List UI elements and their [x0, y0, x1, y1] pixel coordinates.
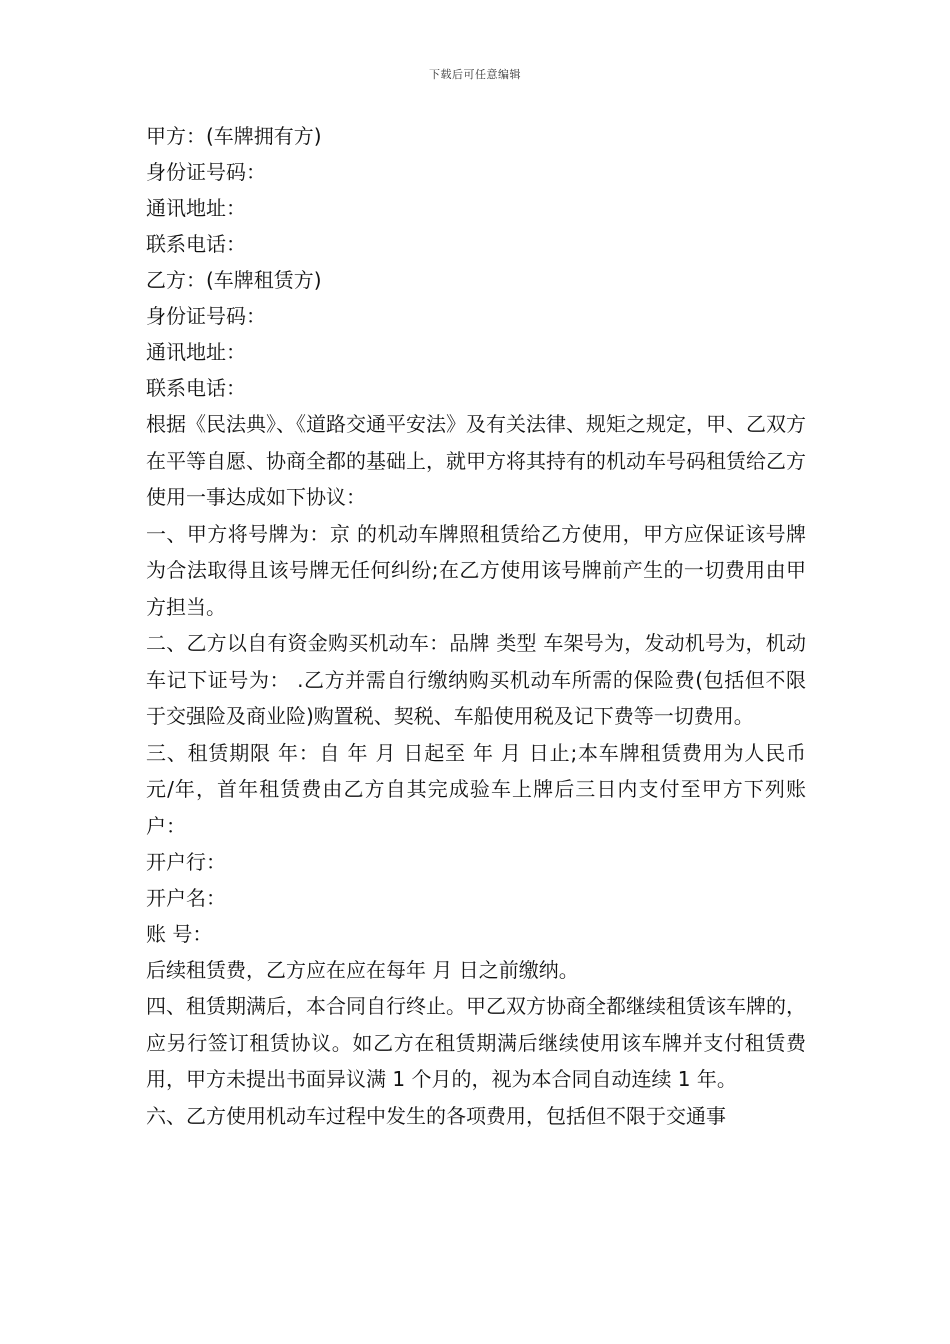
- page-header-note: 下载后可任意编辑: [429, 68, 521, 81]
- account-number: 账 号：: [146, 922, 213, 946]
- party-a-phone: 联系电话：: [146, 232, 246, 256]
- party-a-title: 甲方：(车牌拥有方): [146, 124, 322, 148]
- clause-1-paragraph: 一、甲方将号牌为：京 的机动车牌照租赁给乙方使用，甲方应保证该号牌为合法取得且该号牌无任何纠纷;在乙方使用该号牌前产生的一切费用由甲方担当。: [146, 521, 806, 619]
- party-b-title: 乙方：(车牌租赁方): [146, 268, 322, 292]
- clause-6-paragraph: 六、乙方使用机动车过程中发生的各项费用，包括但不限于交通事: [146, 1103, 726, 1128]
- party-b-address: 通讯地址：: [146, 340, 246, 364]
- contract-body: [146, 118, 806, 1134]
- renewal-fee-line: 后续租赁费，乙方应在应在每年 月 日之前缴纳。: [146, 958, 579, 982]
- party-b-id-number: 身份证号码：: [146, 304, 266, 328]
- party-b-phone: 联系电话：: [146, 376, 246, 400]
- clause-4-paragraph: 四、租赁期满后，本合同自行终止。甲乙双方协商全都继续租赁该车牌的，应另行签订租赁协议。如乙方在租赁期满后继续使用该车牌并支付租赁费用，甲方未提出书面异议满 1 个月的，视为本合同自动连续 1 年。: [146, 994, 806, 1091]
- account-bank: 开户行：: [146, 850, 226, 874]
- preamble-paragraph: 根据《民法典》、《道路交通平安法》及有关法律、规矩之规定，甲、乙双方在平等自愿、协商全都的基础上，就甲方将其持有的机动车号码租赁给乙方使用一事达成如下协议：: [146, 412, 806, 509]
- party-a-id-number: 身份证号码：: [146, 160, 266, 184]
- party-a-address: 通讯地址：: [146, 196, 246, 220]
- account-name: 开户名：: [146, 886, 226, 910]
- clause-3-paragraph: 三、租赁期限 年：自 年 月 日起至 年 月 日止;本车牌租赁费用为人民币 元/年，首年租赁费由乙方自其完成验车上牌后三日内支付至甲方下列账户：: [146, 740, 806, 838]
- clause-2-paragraph: 二、乙方以自有资金购买机动车：品牌 类型 车架号为，发动机号为，机动车记下证号为： .乙方并需自行缴纳购买机动车所需的保险费(包括但不限于交强险及商业险)购置税、契税、车船使用税及记下费等一切费用。: [146, 631, 806, 728]
